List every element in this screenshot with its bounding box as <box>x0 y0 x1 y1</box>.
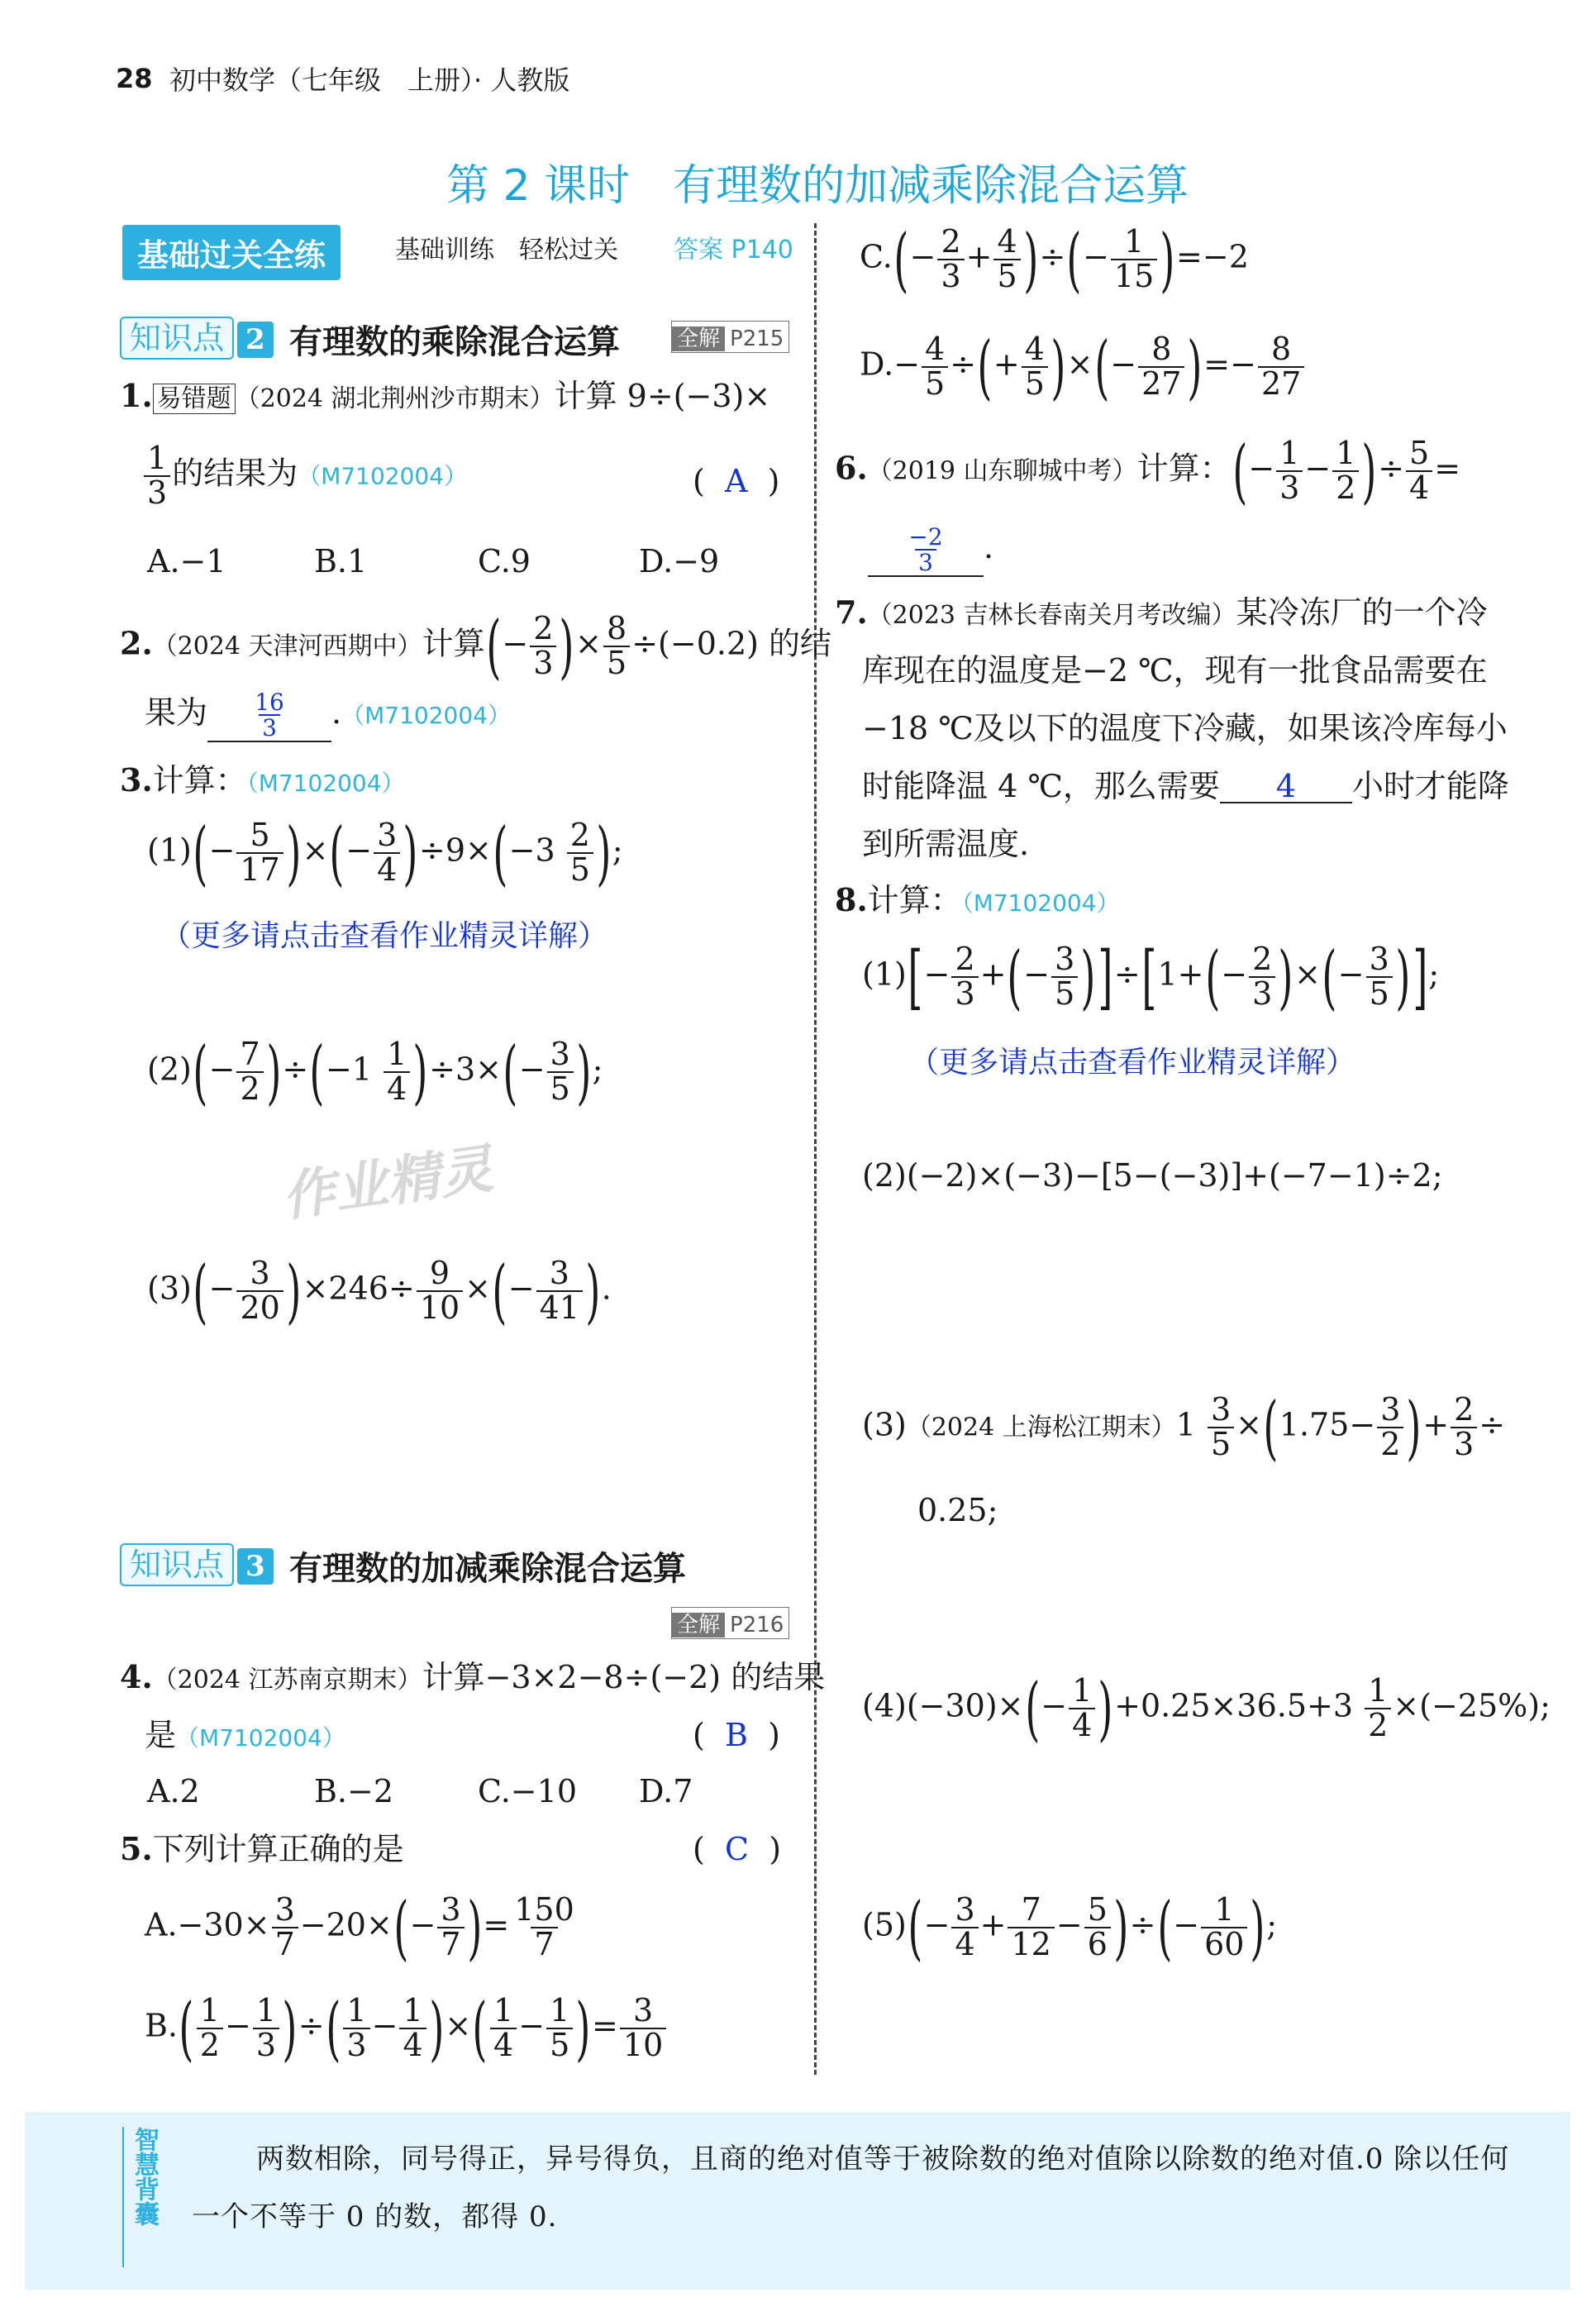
knowledge-point-2 <box>120 312 274 358</box>
lesson-title: 第 2 课时 有理数的加减乘除混合运算 <box>446 161 1189 211</box>
q6-answer-line: $\frac{-2}{3}$ . <box>868 525 993 577</box>
answer-reference: 答案 P140 <box>674 236 793 265</box>
q1-option-b: B.1 <box>314 543 368 579</box>
q7-line5: 到所需温度. <box>862 826 1030 862</box>
q2-answer-denominator: 3 <box>259 714 280 740</box>
q4-answer-bracket: ( B ) <box>693 1717 780 1753</box>
banner-subtitle-1: 基础训练 <box>395 236 494 265</box>
q1-option-a: A.−1 <box>147 543 226 579</box>
q2-answer-numerator: 16 <box>255 689 284 716</box>
q5-answer: C <box>724 1831 750 1867</box>
kp3-full-solution-link[interactable]: 全解 P216 <box>671 1607 789 1639</box>
q7-line1: 7.（2023 吉林长春南关月考改编）某冷冻厂的一个冷 <box>835 593 1488 631</box>
q7-line2: 库现在的温度是−2 ℃，现有一批食品需要在 <box>862 652 1488 689</box>
q5-option-d: D.− $\frac{4}{5}$ ÷(+ $\frac{4}{5}$ )×(− $\frac{8}{27}$ )=− $\frac{8}{27}$ <box>860 332 1306 402</box>
q1-badge: 易错题 <box>153 384 236 414</box>
q5-option-c: C.(− $\frac{2}{3}$ + $\frac{4}{5}$ )÷(− $\frac{1}{15}$ )=−2 <box>860 219 1249 300</box>
kp-tag: 知识点 <box>120 317 234 360</box>
footer-text-1: 两数相除，同号得正，异号得负，且商的绝对值等于被除数的绝对值除以除数的绝对值.0 除以任何 <box>256 2143 1510 2176</box>
q2-line1: 2.（2024 天津河西期中）计算(− $\frac{2}{3}$ )× $\frac{8}{5}$ ÷(−0.2) 的结 <box>120 606 832 687</box>
q6-answer-numerator: −2 <box>908 523 943 551</box>
kp2-title: 有理数的乘除混合运算 <box>289 323 620 361</box>
q4-option-c: C.−10 <box>478 1773 577 1809</box>
q5-option-a: A.−30× $\frac{3}{7}$ −20×(− $\frac{3}{7}$ )= $\frac{150}{7}$ <box>145 1887 574 1968</box>
q3-part2: (2)(− $\frac{7}{2}$ )÷(−1 $\frac{1}{4}$ )÷3×(− $\frac{3}{5}$ ); <box>147 1032 603 1113</box>
q2-line2: 果为 $\frac{16}{3}$ .（M7102004） <box>145 689 511 742</box>
knowledge-point-3: 知识点 3 <box>120 1539 274 1585</box>
q7-line3: −18 ℃及以下的温度下冷藏，如果该冷库每小 <box>862 710 1508 746</box>
q1-option-d: D.−9 <box>639 543 720 579</box>
q1-option-c: C.9 <box>478 543 531 579</box>
q1-source: （2024 湖北荆州沙市期末） <box>235 384 555 413</box>
watermark: 作业精灵 <box>278 1138 497 1229</box>
footer-tag-rule <box>122 2127 124 2267</box>
q1-answer: A <box>724 463 748 499</box>
q3-part3: (3)(− $\frac{3}{20}$ )×246÷ $\frac{9}{10}$ ×(− $\frac{3}{41}$ ). <box>147 1251 612 1332</box>
banner-label: 基础过关全练 <box>122 225 341 280</box>
q8-more-link[interactable]: （更多请点击查看作业精灵详解） <box>909 1046 1356 1080</box>
footer-tag: 智慧背囊 <box>130 2127 159 2226</box>
page-number: 28 <box>116 63 153 94</box>
q6-line1: 6.（2019 山东聊城中考）计算：(− $\frac{1}{3}$ − $\frac{1}{2}$ )÷ $\frac{5}{4}$ = <box>835 431 1461 512</box>
q4-option-b: B.−2 <box>314 1773 394 1809</box>
q3-part1: (1)(− $\frac{5}{17}$ )×(− $\frac{3}{4}$ )÷9×(−3 $\frac{2}{5}$ ); <box>147 813 623 894</box>
q8-part2: (2)(−2)×(−3)−[5−(−3)]+(−7−1)÷2; <box>862 1157 1443 1194</box>
q8-part3-end: 0.25; <box>917 1492 998 1528</box>
q8-part4: (4)(−30)×(− $\frac{1}{4}$ )+0.25×36.5+3 $\frac{1}{2}$ ×(−25%); <box>862 1668 1551 1749</box>
column-divider <box>814 223 817 2075</box>
q4-answer: B <box>724 1717 748 1753</box>
q4-line2: 是（M7102004） <box>145 1717 345 1753</box>
q1-line1 <box>120 377 771 414</box>
q4-option-a: A.2 <box>147 1773 200 1809</box>
book-title: 初中数学（七年级 上册）· 人教版 <box>169 64 570 96</box>
q4-option-d: D.7 <box>639 1773 693 1809</box>
q8-line: 8.计算：（M7102004） <box>835 881 1120 918</box>
q6-answer-denominator: 3 <box>915 549 936 574</box>
footer-tip-box <box>25 2112 1570 2290</box>
footer-text-2: 一个不等于 0 的数，都得 0. <box>192 2200 558 2233</box>
q5-answer-bracket: ( C ) <box>693 1831 782 1867</box>
q1-line2: $\frac{1}{3}$ 的结果为（M7102004） <box>142 442 467 510</box>
q3-more-link[interactable]: （更多请点击查看作业精灵详解） <box>161 919 608 953</box>
q8-part3: (3)（2024 上海松江期末）1 $\frac{3}{5}$ ×(1.75− $\frac{3}{2}$ )+ $\frac{2}{3}$ ÷ <box>862 1387 1506 1468</box>
kp2-full-solution-link[interactable]: 全解 P215 <box>671 321 789 353</box>
q8-part1: (1)[− $\frac{2}{3}$ +(− $\frac{3}{5}$ )]÷[1+(− $\frac{2}{3}$ )×(− $\frac{3}{5}$ )]; <box>862 937 1440 1018</box>
q4-line1: 4.（2024 江苏南京期末）计算−3×2−8÷(−2) 的结果 <box>120 1658 826 1695</box>
banner-subtitle-2: 轻松过关 <box>519 236 618 265</box>
q1-number: 1. <box>120 377 153 414</box>
kp3-title: 有理数的加减乘除混合运算 <box>289 1550 686 1588</box>
q7-line4: 时能降温 4 ℃，那么需要 4 小时才能降 <box>862 768 1509 804</box>
q5-line: 5.下列计算正确的是 <box>120 1830 404 1867</box>
q5-option-b: B.( $\frac{1}{2}$ − $\frac{1}{3}$ )÷( $\frac{1}{3}$ − $\frac{1}{4}$ )×( $\frac{1}{4}$ − $\frac{1}{5}$ )= $\frac{3}{10}$ <box>145 1994 668 2063</box>
q1-text: 计算 9÷(−3)× <box>554 378 771 414</box>
q7-answer: 4 <box>1220 770 1352 803</box>
q8-part5: (5)(− $\frac{3}{4}$ + $\frac{7}{12}$ − $\frac{5}{6}$ )÷(− $\frac{1}{60}$ ); <box>862 1887 1278 1968</box>
q1-answer-bracket: ( A ) <box>693 463 780 499</box>
kp-number: 2 <box>237 322 274 358</box>
q3-line: 3.计算：（M7102004） <box>120 761 405 798</box>
